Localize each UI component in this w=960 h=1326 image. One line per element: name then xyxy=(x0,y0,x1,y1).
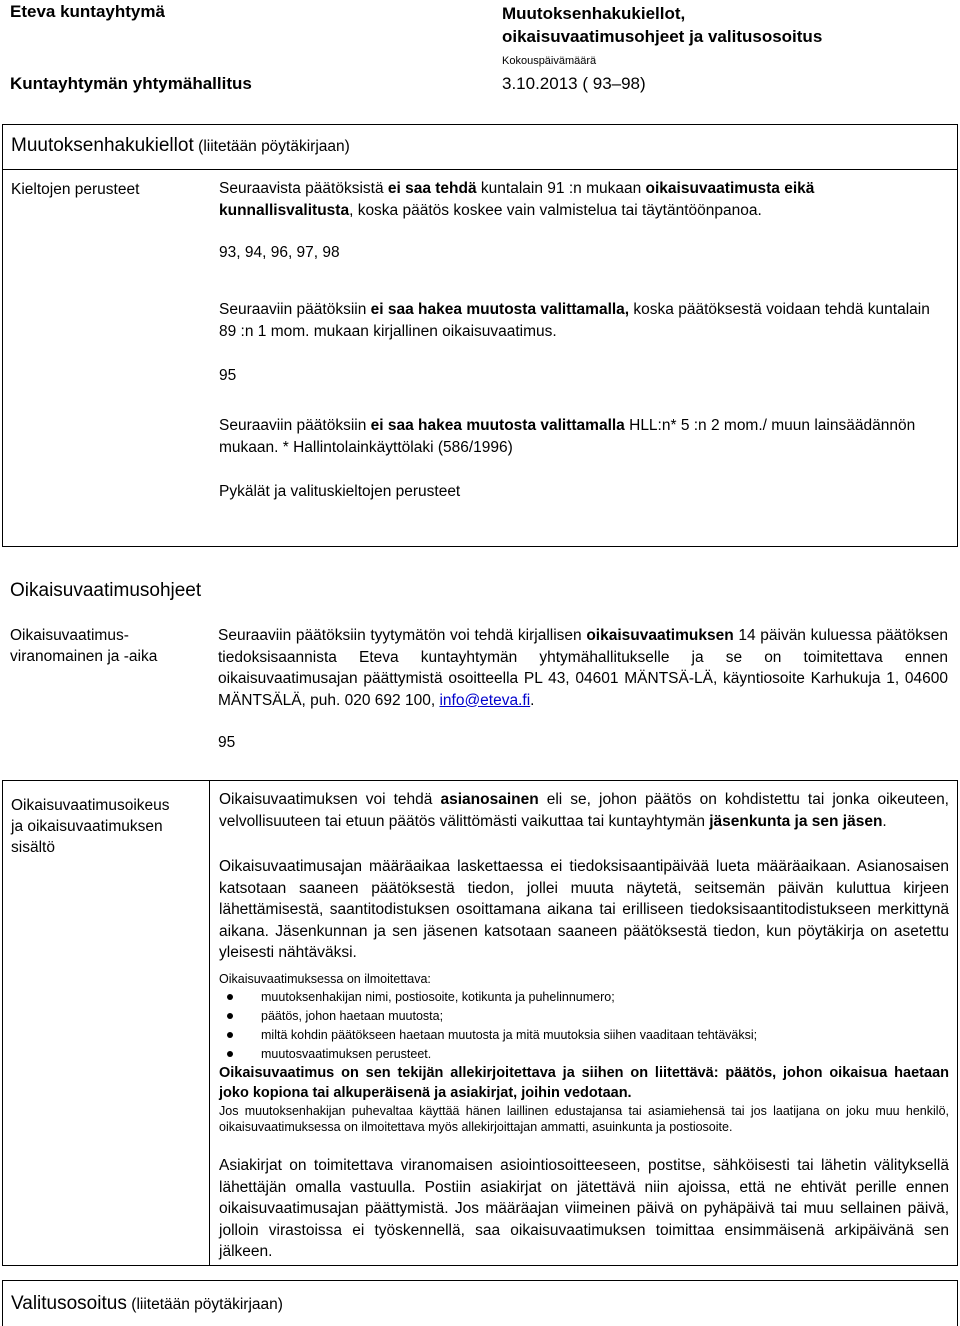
org-name: Eteva kuntayhtymä xyxy=(10,2,165,21)
doc-title-line1: Muutoksenhakukiellot, xyxy=(502,4,686,23)
section-refs-2: 95 xyxy=(219,367,237,384)
section-header xyxy=(3,125,957,170)
section-refs-1: 93, 94, 96, 97, 98 xyxy=(219,244,340,261)
paragraph-3: Seuraaviin päätöksiin ei saa hakea muutosta valittamalla HLL:n* 5 :n 2 mom./ muun lainsäädännön mukaan. * Hallintolainkäyttölaki (586/1996) xyxy=(219,417,916,456)
date-label: Kokouspäivämäärä xyxy=(502,55,597,67)
section-title: Muutoksenhakukiellot xyxy=(11,135,194,156)
paragraph-toimittaminen: Asiakirjat on toimitettava viranomaisen asiointiosoitteeseen, postitse, sähköisesti tai lähetin välityksellä lähettäjän omalla vastuulla. Postiin asiakirjat on jätettävä niin ajoissa, että ne ehtivät perille ennen oikaisuvaatimusajan päättymistä. Jos määräajan viimeinen päivä on pyhäpäivä tai muu sellainen päivä, jolloin virastoissa ei työskennellä, saa oikaisuvaatimuksen toimittaa ensimmäisenä arkipäivänä sen jälkeen. xyxy=(219,1157,949,1260)
section3-title: Valitusosoitus xyxy=(11,1293,127,1314)
box-oikaisuvaatimusoikeus xyxy=(2,780,958,1266)
label-kieltojen-perusteet: Kieltojen perusteet xyxy=(11,181,140,198)
section-refs-t1: 95 xyxy=(218,734,236,751)
list-item: muutosvaatimuksen perusteet. xyxy=(219,1045,949,1064)
paragraph-oikeus: Oikaisuvaatimuksen voi tehdä asianosainen eli se, johon päätös on kohdistettu tai jonka oikeuteen, velvollisuuteen tai etuun päätös välittömästi vaikuttaa tai kuntayhtymän jäsenkunta ja sen jäsen. xyxy=(219,791,949,830)
doc-title-line2: oikaisuvaatimusohjeet ja valitusosoitus xyxy=(502,27,823,46)
paragraph-1: Seuraavista päätöksistä ei saa tehdä kuntalain 91 :n mukaan oikaisuvaatimusta eikä kunnallisvalitusta, koska päätös koskee vain valmistelua tai täytäntöönpanoa. xyxy=(219,180,815,219)
paragraph-2: Seuraaviin päätöksiin ei saa hakea muutosta valittamalla, koska päätöksestä voidaan tehdä kuntalain 89 :n 1 mom. mukaan kirjallinen oikaisuvaatimus. xyxy=(219,301,930,340)
board-name: Kuntayhtymän yhtymähallitus xyxy=(10,74,252,93)
paragraph-4: Pykälät ja valituskieltojen perusteet xyxy=(219,483,461,500)
date-value: 3.10.2013 ( 93–98) xyxy=(502,74,646,93)
paragraph-maaraaika: Oikaisuvaatimusajan määräaikaa laskettaessa ei tiedoksisaantipäivää lueta määräaikaan. Asianosaisen katsotaan saaneen päätöksestä tiedon, jollei muuta näytetä, seitsemän päivän kuluttua kirjeen lähettämisestä, saantitodistuksen osoittamana aikana tai erilliseen tiedoksisaantitodistukseen merkittynä aikana. Jäsenkunnan ja sen jäsenen katsotaan saaneen päätöksestä tiedon, kun pöytäkirja on asetettu yleisesti nähtäväksi. xyxy=(219,858,949,961)
column-divider xyxy=(209,781,210,1265)
paragraph-allekirjoitus: Oikaisuvaatimus on sen tekijän allekirjoitettava ja siihen on liitettävä: päätös, johon oikaisua haetaan joko kopiona tai alkuperäisenä ja asiakirjat, joihin vedotaan. xyxy=(219,1065,949,1101)
email-link[interactable]: info@eteva.fi xyxy=(439,691,531,709)
paragraph-oikaisuviranomainen: Seuraaviin päätöksiin tyytymätön voi tehdä kirjallisen oikaisuvaatimuksen 14 päivän kuluessa päätöksen tiedoksisaannista Eteva kuntayhtymän yhtymähallitukselle ja se on toimitettava ennen oikaisuvaatimusajan päättymistä osoitteella PL 43, 04601 MÄNTSÄ-LÄ, käyntiosoite Karhukuja 1, 04600 MÄNTSÄLÄ, puh. 020 692 100, info@eteva.fi. xyxy=(218,627,948,709)
list-item: miltä kohdin päätökseen haetaan muutosta ja mitä muutoksia siihen vaaditaan tehtäväksi; xyxy=(219,1026,949,1045)
label-oikaisuviranomainen: Oikaisuvaatimus- viranomainen ja -aika xyxy=(10,627,158,665)
section2-title: Oikaisuvaatimusohjeet xyxy=(10,580,202,601)
section-subtitle: (liitetään pöytäkirjaan) xyxy=(198,138,350,155)
section-muutoksenhakukiellot xyxy=(2,124,958,547)
section-valitusosoitus xyxy=(2,1280,958,1326)
requirements-list xyxy=(219,988,949,1064)
label-oikaisuvaatimusoikeus: Oikaisuvaatimusoikeus ja oikaisuvaatimuksen sisältö xyxy=(11,797,170,856)
list-item: muutoksenhakijan nimi, postiosoite, kotikunta ja puhelinnumero; xyxy=(219,988,949,1007)
list-intro: Oikaisuvaatimuksessa on ilmoitettava: xyxy=(219,972,431,986)
paragraph-edustaja: Jos muutoksenhakijan puhevaltaa käyttää hänen laillinen edustajansa tai asiamiehensä tai jos laatijana on joku muu henkilö, oikaisuvaatimuksessa on ilmoitettava myös allekirjoittajan ammatti, asuinkunta ja postiosoite. xyxy=(219,1104,949,1134)
list-item: päätös, johon haetaan muutosta; xyxy=(219,1007,949,1026)
section3-subtitle: (liitetään pöytäkirjaan) xyxy=(131,1296,283,1313)
